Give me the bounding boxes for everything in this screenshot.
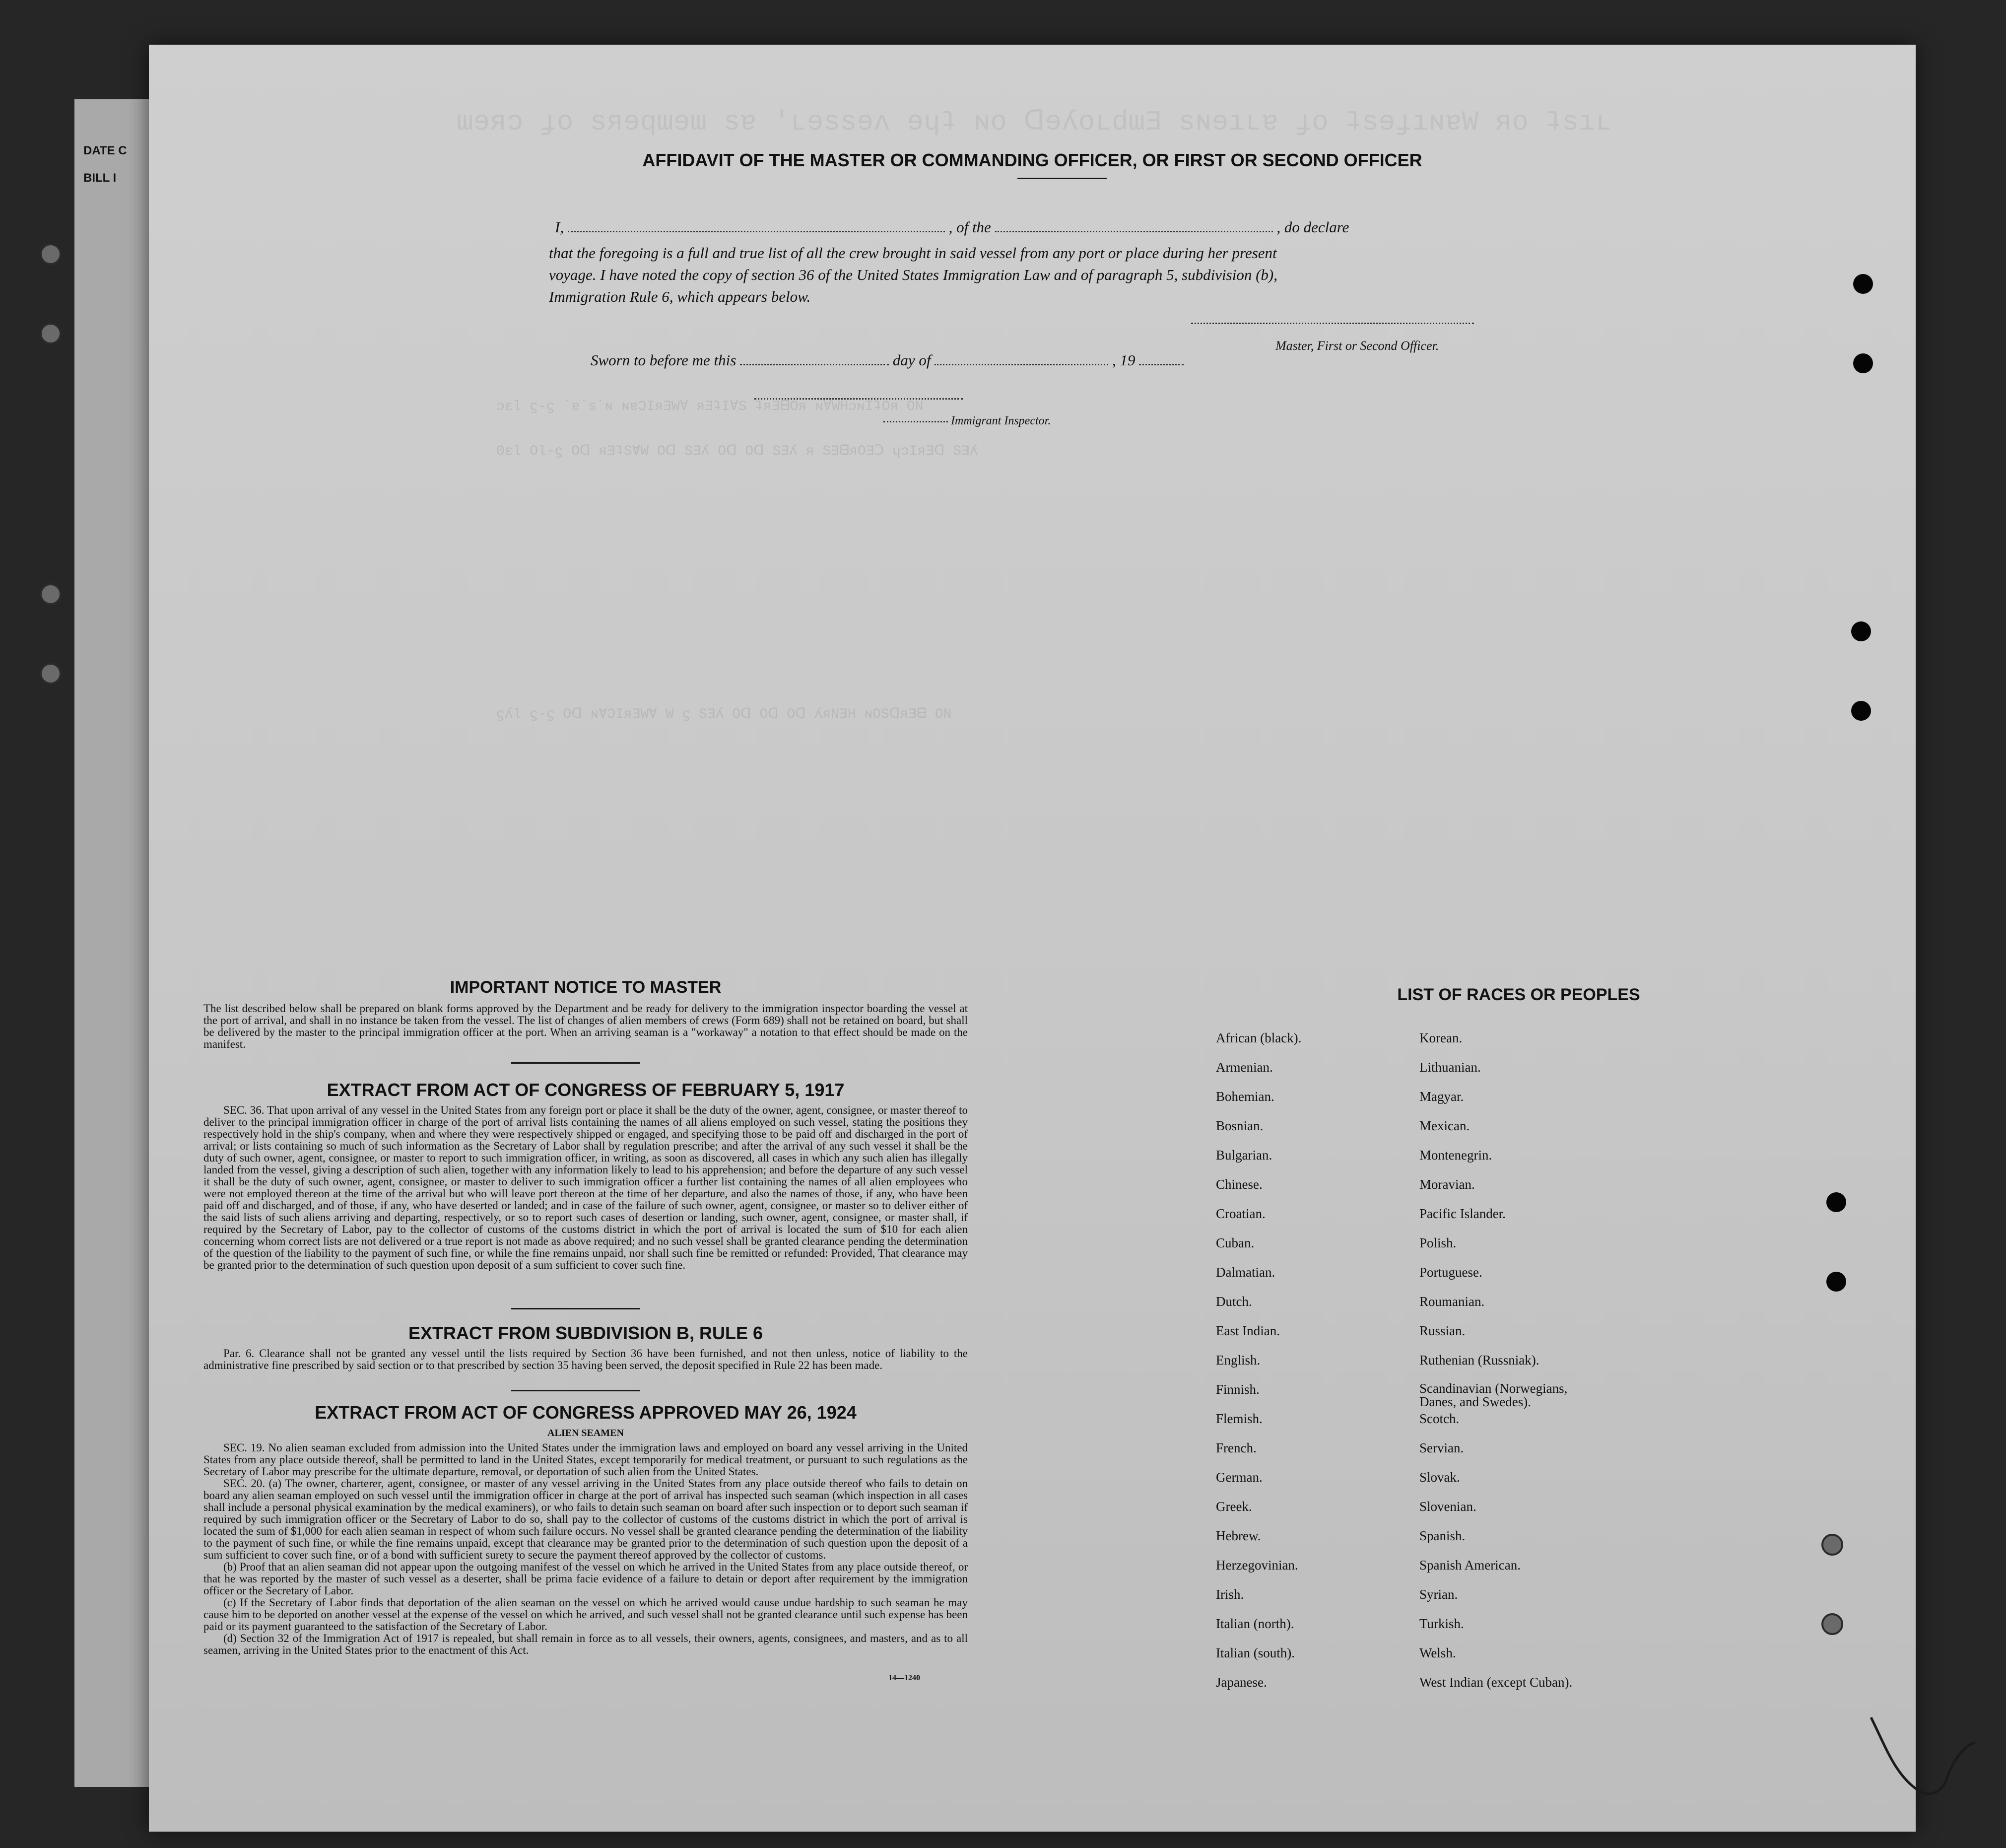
race-item: Slovak. [1419,1470,1460,1485]
bleed-through-text: ϛʎƖ ϛ-ϛ Oᗡ ɴⱯƆIᴙƎWⱯ W ϛ SƎʎ Oᗡ Oᗡ Oᗡ ʎᴙNƎH ɴOSᗡᴙƎᗺ ON [496,707,952,722]
race-item: Flemish. [1216,1411,1263,1426]
bleed-through-text: 0ɛƖ OƖ-ϛ Oᗡ ᴙƎʇSⱯW Oᗡ SƎʎ Oᗡ Oᗡ SƎʎ ᴙ SƎᗺᴙOƎↃ ɥɔIᴙƎᗡ SƎʎ [496,444,978,459]
race-item: Turkish. [1419,1616,1464,1631]
binder-hole [40,243,62,265]
do-declare-label: , do declare [1276,218,1349,236]
race-item: Italian (north). [1216,1616,1294,1631]
check-mark-icon [1866,1708,1980,1807]
sworn-day-field[interactable] [740,364,889,365]
master-signature-label: Master, First or Second Officer. [1275,339,1439,353]
i-label: I, [555,218,564,236]
extract-rule6-body: Par. 6. Clearance shall not be granted any vessel until the lists required by Section 36 have been furnished, and not then unless, notice of liability to the administrative fine prescribed by said section or to that prescribed by section 35 having been served, the deposit specified in Rule 22 has been made. [203,1347,968,1371]
affidavit-line-2: voyage. I have noted the copy of section 36 of the United States Immigration Law and of paragraph 5, subdivision (b), [549,266,1277,283]
sworn-year-field[interactable] [1139,364,1184,365]
race-item: Roumanian. [1419,1294,1485,1309]
sworn-month-field[interactable] [935,364,1108,365]
race-item: Spanish American. [1419,1558,1521,1573]
affidavit-title: AFFIDAVIT OF THE MASTER OR COMMANDING OFFICER, OR FIRST OR SECOND OFFICER [642,150,1422,170]
race-item: Lithuanian. [1419,1060,1481,1075]
year-label: , 19 [1112,351,1136,369]
affidavit-body [549,242,1277,308]
affidavit-line-1: that the foregoing is a full and true list of all the crew brought in said vessel from any port or place during her present [549,244,1277,262]
race-item: Bulgarian. [1216,1148,1272,1163]
bleed-through-text: ɯɘᴙɔ ɟo sᴙɘqɯɘɯ sɐ 'ʟɘssɘʌ ɘɥʇ ɴo ᗡɘʎoʟdɯƎ sɴɘıʟɐ ɟo ʇsɘɟıɴɐW ᴙo ʇsıʟ [457,106,1612,138]
binder-hole [1826,1192,1846,1212]
race-item: West Indian (except Cuban). [1419,1675,1573,1690]
binder-hole [40,663,62,684]
form-number: 14—1240 [888,1674,920,1682]
binder-hole [1851,621,1871,641]
race-item: Slovenian. [1419,1499,1476,1514]
race-item: Portuguese. [1419,1265,1482,1280]
race-item: Italian (south). [1216,1645,1295,1660]
sec-20c: (c) If the Secretary of Labor finds that deportation of the alien seaman on the vessel on which he arrived would cause undue hardship to such seaman he may cause him to be deported on another vessel at the expense of the vessel on which he arrived, and such vessel shall not be granted clearance until such expense has been paid or its payment guaranteed to the satisfaction of the Secretary of Labor. [203,1596,968,1633]
binder-hole [40,583,62,605]
binder-hole [1851,701,1871,721]
race-item: Spanish. [1419,1528,1466,1543]
race-item: Mexican. [1419,1118,1470,1133]
extract-rule6-block [203,1348,968,1371]
extract-rule6-title: EXTRACT FROM SUBDIVISION B, RULE 6 [408,1323,763,1343]
race-item: Pacific Islander. [1419,1206,1506,1221]
race-item: French. [1216,1440,1257,1455]
race-item: Japanese. [1216,1675,1267,1690]
race-item: Syrian. [1419,1587,1458,1602]
binder-hole [1853,353,1873,373]
binder-hole [1821,1613,1843,1635]
underlying-page-edge [74,99,159,1787]
race-item: Armenian. [1216,1060,1273,1075]
sec-20a: SEC. 20. (a) The owner, charterer, agent, consignee, or master of any vessel arriving in the United States from any place outside thereof who fails to detain on board any alien seaman employed on such vessel until the immigration officer in charge at the port of arrival has inspected such seaman (which inspection in all cases shall include a personal physical examination by the medical examiners), or who fails to detain such seaman on board after such inspection or to deport such seaman if required by such immigration officer or the Secretary of Labor to do so, shall pay to the collector of customs of the customs district in which the port of arrival is located the sum of $1,000 for each alien seaman in respect of whom such failure occurs. No vessel shall be granted clearance pending the determination of the liability to the payment of such fine, or while the fine remains unpaid, except that clearance may be granted prior to the determination of such question upon the deposit of a sum sufficient to cover such fine, or of a bond with sufficient surety to secure the payment thereof approved by the collector of customs. [203,1477,968,1561]
extract-1917-block [203,1104,968,1271]
sec-20b: (b) Proof that an alien seaman did not appear upon the outgoing manifest of the vessel on which he arrived in the United States from any place outside thereof, or that he was reported by the master of such vessel as a deserter, shall be prima facie evidence of a failure to detain or deport after requirement by the immigration officer or the Secretary of Labor. [203,1561,968,1597]
extract-1924-title: EXTRACT FROM ACT OF CONGRESS APPROVED MAY 26, 1924 [315,1402,857,1423]
title-rule [1017,178,1107,179]
race-item: Dutch. [1216,1294,1252,1309]
binder-hole [40,323,62,344]
officer-name-field[interactable] [568,231,945,232]
manifest-page [149,45,1916,1832]
sec-19: SEC. 19. No alien seaman excluded from admission into the United States under the immigration laws and employed on board any vessel arriving in the United States from any place outside thereof, shall be permitted to land in the United States, except temporarily for medical treatment, or pursuant to such regulations as the Secretary of Labor may prescribe for the ultimate departure, removal, or deportation of such alien from the United States. [203,1441,968,1478]
race-item: Servian. [1419,1440,1464,1455]
race-item: German. [1216,1470,1263,1485]
edge-text-bill: BILL I [83,171,117,185]
bleed-through-text: ɔɛƖ ϛ-ϛ ˙ɐ˙s˙ɴ ɴɐƆIᴙƎWⱯ ᴙƎʇIⱯS ʇᴙƎᗺOᴙ ɴⱯWHɔɴIʇOᴙ ON [496,399,924,414]
of-the-label: , of the [948,218,991,236]
race-item: Greek. [1216,1499,1252,1514]
race-item: Moravian. [1419,1177,1475,1192]
races-title: LIST OF RACES OR PEOPLES [1397,985,1640,1004]
race-item: Scandinavian (Norwegians, Danes, and Swedes). [1419,1381,1568,1409]
race-item: African (black). [1216,1030,1302,1045]
extract-1917-title: EXTRACT FROM ACT OF CONGRESS OF FEBRUARY 5, 1917 [327,1080,845,1100]
race-item: Russian. [1419,1323,1466,1338]
notice-body: The list described below shall be prepared on blank forms approved by the Department and be ready for delivery to the immigration inspector boarding the vessel at the port of arrival, and shall in no instance be taken from the vessel. The list of changes of alien members of crews (Form 689) shall not be retained on board, but shall be delivered by the master to the principal immigration officer at the port. When an arriving seaman is a "workaway" a notation to that effect should be made on the manifest. [203,1002,968,1050]
race-item: Bosnian. [1216,1118,1264,1133]
binder-hole [1826,1272,1846,1292]
inspector-signature-line[interactable] [754,398,963,400]
vessel-name-field[interactable] [995,231,1273,232]
sec-20d: (d) Section 32 of the Immigration Act of 1917 is repealed, but shall remain in force as to all vessels, their owners, agents, consignees, and masters, and as to all seamen, arriving in the United States prior to the enactment of this Act. [203,1632,968,1656]
alien-seamen-subtitle: ALIEN SEAMEN [547,1428,624,1438]
race-item: Magyar. [1419,1089,1464,1104]
race-item: Scotch. [1419,1411,1460,1426]
race-item: Irish. [1216,1587,1244,1602]
race-item: Cuban. [1216,1235,1255,1250]
race-item: Herzegovinian. [1216,1558,1298,1573]
race-item: English. [1216,1353,1261,1368]
race-item: Korean. [1419,1030,1463,1045]
race-item: Ruthenian (Russniak). [1419,1353,1539,1368]
inspector-label [883,414,1051,428]
binder-hole [1821,1534,1843,1556]
race-item: Croatian. [1216,1206,1266,1221]
edge-text-date: DATE C [83,144,127,157]
affidavit-declarant-line [555,218,1349,236]
sworn-line [591,351,1184,369]
day-of-label: day of [892,351,931,369]
notice-body-block [203,1003,968,1050]
section-rule [511,1308,640,1309]
race-item: Hebrew. [1216,1528,1261,1543]
binder-hole [1853,274,1873,294]
section-rule [511,1062,640,1064]
sworn-label: Sworn to before me this [591,351,736,369]
race-item: Welsh. [1419,1645,1456,1660]
master-signature-line[interactable] [1191,323,1474,324]
race-item: Dalmatian. [1216,1265,1275,1280]
extract-1924-block [203,1442,968,1656]
affidavit-line-3: Immigration Rule 6, which appears below. [549,288,811,305]
section-rule [511,1390,640,1391]
race-item: East Indian. [1216,1323,1280,1338]
inspector-dot-leader [883,421,948,422]
race-item: Montenegrin. [1419,1148,1492,1163]
race-item: Chinese. [1216,1177,1263,1192]
extract-1917-body: SEC. 36. That upon arrival of any vessel in the United States from any foreign port or place it shall be the duty of the owner, agent, consignee, or master thereof to deliver to the principal immigration officer in charge of the port of arrival lists containing the names of all aliens employed on such vessel, stating the positions they respectively hold in the ship's company, when and where they were respectively shipped or engaged, and specifying those to be paid off and discharged in the port of arrival; or lists containing so much of such information as the Secretary of Labor shall by regulation prescribe; and after the arrival of any such vessel it shall be the duty of such owner, agent, consignee, or master to report to such immigration officer, in writing, as soon as discovered, all cases in which any such alien has illegally landed from the vessel, giving a description of such alien, together with any information likely to lead to his apprehension; and before the departure of any such vessel it shall be the duty of such owner, agent, consignee, or master to deliver to such immigration officer a further list containing the names of all alien employees who were not employed thereon at the time of the arrival but who will leave port thereon at the time of her departure, and also the names of those, if any, who have been paid off and discharged, and of those, if any, who have deserted or landed; and in case of the failure of such owner, agent, consignee, or master so to deliver either of the said lists of such aliens arriving and departing, respectively, or so to report such cases of desertion or landing, such owner, agent, consignee, or master shall, if required by the Secretary of Labor, pay to the collector of customs of the customs district in which the port of arrival is located the sum of $10 for each alien concerning whom correct lists are not delivered or a true report is not made as above required; and no such vessel shall be granted clearance pending the determination of the question of the liability to the payment of such fine, or while the fine remains unpaid, nor shall such fine be remitted or refunded: Provided, That clearance may be granted prior to the determination of such question upon deposit of a sum sufficient to cover such fine. [203,1104,968,1271]
notice-title: IMPORTANT NOTICE TO MASTER [450,978,722,997]
inspector-text: Immigrant Inspector. [951,414,1051,427]
race-item: Bohemian. [1216,1089,1274,1104]
race-item: Polish. [1419,1235,1457,1250]
race-item: Finnish. [1216,1382,1260,1397]
